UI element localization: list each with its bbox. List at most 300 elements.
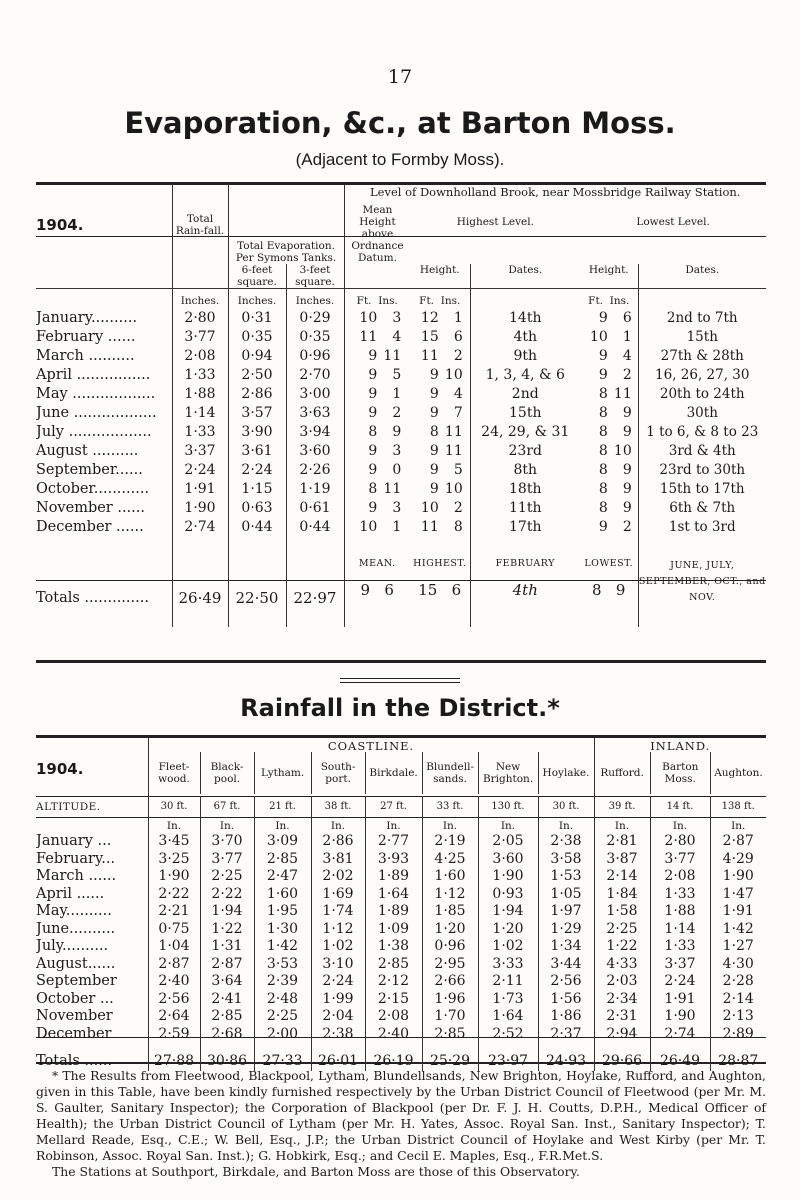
low-in: 2 — [622, 366, 632, 383]
table-row — [36, 938, 766, 956]
mean-ft: 10 — [359, 518, 378, 535]
col-header-high-height: Height. — [419, 264, 460, 276]
evap-6ft-value: 2·50 — [228, 366, 286, 385]
month-label: September...... — [36, 461, 143, 478]
footnote-paragraph: * The Results from Fleetwood, Blackpool, Lytham, Blundellsands, New Brighton, Hoylake, Rufford, and Aughton, given in this Table, have been kindly furnished respectively by the Urban District Council of Fleetwood (per Mr. M. S. Gaulter, Sanitary Inspector); the Corporation of Blackpool (per Dr. F. J. H. Coutts, D.P.H., Medical Officer of Health); the Urban District Council of Lytham (per Mr. H. Yates, Assoc. Royal San. Inst., Sanitary Inspector); T. Mellard Reade, Esq., C.E.; W. Bell, Esq., J.P.; the Urban District Council of Hoylake and West Kirby (per Mr. T. Robinson, Assoc. Royal San. Inst.); G. Hobkirk, Esq.; and Cecil E. Maples, Esq., F.R.Met.S. — [36, 1068, 766, 1163]
rain-value: 1·33 — [650, 886, 710, 904]
col-header-highest: Highest Level. — [456, 216, 534, 228]
low-date: 16, 26, 27, 30 — [638, 366, 766, 385]
station-header: Hoylake. — [538, 752, 594, 794]
month-label: February ...... — [36, 328, 136, 345]
high-in: 5 — [453, 461, 463, 478]
rain-value: 2·05 — [478, 833, 538, 851]
station-header: Rufford. — [600, 767, 644, 779]
rain-value: 2·15 — [365, 991, 422, 1009]
table-row — [36, 480, 766, 499]
rain-value: 1·29 — [538, 921, 594, 939]
month-label: April ...... — [36, 885, 105, 902]
high-height-cell — [410, 518, 470, 537]
table-row — [36, 442, 766, 461]
table-row — [36, 956, 766, 974]
rain-value: 2·81 — [594, 833, 650, 851]
low-height-cell — [580, 385, 638, 404]
rain-value: 2·86 — [311, 833, 365, 851]
rain-value: 3·45 — [148, 833, 200, 851]
month-label: March .......... — [36, 347, 135, 364]
low-date: 20th to 24th — [638, 385, 766, 404]
mean-in: 3 — [392, 309, 402, 326]
low-date: 15th — [638, 328, 766, 347]
rain-value: 1·02 — [311, 938, 365, 956]
low-in: 1 — [622, 328, 632, 345]
rain-value: 2·40 — [148, 973, 200, 991]
rain-value: 2·25 — [254, 1008, 311, 1026]
low-height-cell — [580, 442, 638, 461]
unit-label: Ins. — [378, 295, 398, 307]
rainfall-value: 1·90 — [172, 499, 228, 518]
month-label: May.......... — [36, 903, 112, 919]
mean-height-cell — [344, 328, 410, 347]
low-ft: 9 — [598, 309, 608, 326]
rain-value: 2·31 — [594, 1008, 650, 1026]
rain-value: 2·39 — [254, 973, 311, 991]
col-header-3ft: 3-feet square. — [286, 264, 344, 289]
rain-value: 2·21 — [148, 903, 200, 921]
mean-ft: 9 — [368, 499, 378, 516]
high-in: 11 — [444, 442, 463, 459]
rain-value: 3·77 — [650, 851, 710, 869]
rain-value: 1·94 — [478, 903, 538, 921]
totals-mean-in: 6 — [384, 580, 394, 599]
high-date: 14th — [470, 309, 580, 328]
rain-value: 1·97 — [538, 903, 594, 921]
low-date: 3rd & 4th — [638, 442, 766, 461]
low-ft: 9 — [598, 518, 608, 535]
table-row — [36, 851, 766, 869]
low-ft: 8 — [598, 404, 608, 421]
rain-value: 1·90 — [710, 868, 766, 886]
rain-value: 2·66 — [422, 973, 478, 991]
rain-total-value: 25·29 — [422, 1049, 478, 1071]
high-ft: 9 — [429, 366, 439, 383]
low-ft: 8 — [598, 442, 608, 459]
totals-label: Totals .............. — [36, 590, 149, 606]
low-date: 23rd to 30th — [638, 461, 766, 480]
low-height-cell — [580, 499, 638, 518]
high-in: 10 — [444, 366, 463, 383]
rain-value: 2·22 — [148, 886, 200, 904]
rain-value: 2·85 — [422, 1026, 478, 1044]
altitude-value: 138 ft. — [710, 796, 766, 817]
evap-3ft-value: 2·26 — [286, 461, 344, 480]
totals-low-in: 9 — [615, 580, 626, 599]
rain-value: 1·42 — [254, 938, 311, 956]
rain-value: 0·96 — [422, 938, 478, 956]
rainfall-table — [36, 738, 766, 1071]
rain-value: 1·42 — [710, 921, 766, 939]
evap-3ft-value: 0·96 — [286, 347, 344, 366]
high-date: 23rd — [470, 442, 580, 461]
rain-value: 3·81 — [311, 851, 365, 869]
low-ft: 8 — [598, 480, 608, 497]
rain-value: 2·00 — [254, 1026, 311, 1044]
high-date: 17th — [470, 518, 580, 537]
rain-value: 0·93 — [478, 886, 538, 904]
highest-caption: HIGHEST. — [413, 557, 467, 569]
station-header: Lytham. — [254, 752, 311, 794]
high-ft: 10 — [420, 499, 439, 516]
mean-ft: 10 — [359, 309, 378, 326]
rain-value: 3·33 — [478, 956, 538, 974]
rain-value: 1·27 — [710, 938, 766, 956]
rain-value: 1·20 — [478, 921, 538, 939]
month-label: November — [36, 1008, 113, 1024]
rain-value: 2·38 — [311, 1026, 365, 1044]
low-height-cell — [580, 423, 638, 442]
inland-group — [594, 738, 766, 796]
rain-value: 2·56 — [148, 991, 200, 1009]
low-height-cell — [580, 480, 638, 499]
rain-value: 2·87 — [710, 833, 766, 851]
rain-value: 2·02 — [311, 868, 365, 886]
mean-ft: 9 — [368, 442, 378, 459]
month-label: December ...... — [36, 518, 144, 535]
low-in: 2 — [622, 518, 632, 535]
rain-value: 1·73 — [478, 991, 538, 1009]
month-label: February... — [36, 850, 116, 867]
high-date: 11th — [470, 499, 580, 518]
rain-value: 2·48 — [254, 991, 311, 1009]
rain-value: 1·94 — [200, 903, 254, 921]
rain-value: 1·91 — [710, 903, 766, 921]
high-date: 1, 3, 4, & 6 — [470, 366, 580, 385]
rain-value: 1·34 — [538, 938, 594, 956]
altitude-value: 130 ft. — [478, 796, 538, 817]
rain-value: 2·85 — [254, 851, 311, 869]
altitude-value: 30 ft. — [538, 796, 594, 817]
mean-ft: 8 — [368, 480, 378, 497]
high-height-cell — [410, 366, 470, 385]
rain-totals-label: Totals ...... — [36, 1053, 113, 1069]
unit-label: In. — [594, 817, 650, 833]
rain-total-value: 23·97 — [478, 1049, 538, 1071]
rain-value: 1·31 — [200, 938, 254, 956]
mean-in: 3 — [392, 499, 402, 516]
rain-value: 2·37 — [538, 1026, 594, 1044]
col-header-lowest: Lowest Level. — [636, 216, 710, 228]
rain-value: 1·60 — [422, 868, 478, 886]
rain-value: 1·47 — [710, 886, 766, 904]
rain-value: 3·60 — [478, 851, 538, 869]
rain-value: 1·56 — [538, 991, 594, 1009]
rain-year-cell — [36, 738, 148, 796]
page-number: 17 — [387, 66, 413, 88]
rain-value: 2·41 — [200, 991, 254, 1009]
low-ft: 9 — [598, 347, 608, 364]
col-header-high-dates: Dates. — [470, 264, 580, 289]
decorative-divider — [340, 678, 460, 679]
rain-value: 0·75 — [148, 921, 200, 939]
evap-3ft-value: 2·70 — [286, 366, 344, 385]
month-label: January ... — [36, 833, 112, 849]
low-in: 6 — [622, 309, 632, 326]
mean-ft: 9 — [368, 385, 378, 402]
mean-ft: 9 — [368, 461, 378, 478]
low-in: 4 — [622, 347, 632, 364]
high-ft: 12 — [420, 309, 439, 326]
high-in: 10 — [444, 480, 463, 497]
low-ft: 10 — [589, 328, 608, 345]
rain-value: 2·56 — [538, 973, 594, 991]
high-height-cell — [410, 404, 470, 423]
altitude-value: 21 ft. — [254, 796, 311, 817]
mean-in: 3 — [392, 442, 402, 459]
mean-ft: 9 — [368, 404, 378, 421]
evap-6ft-value: 2·86 — [228, 385, 286, 404]
high-height-cell — [410, 347, 470, 366]
mean-in: 5 — [392, 366, 402, 383]
table-row — [36, 385, 766, 404]
evap-3ft-value: 0·61 — [286, 499, 344, 518]
high-ft: 9 — [429, 404, 439, 421]
rain-value: 2·85 — [200, 1008, 254, 1026]
evap-3ft-value: 0·44 — [286, 518, 344, 537]
evap-6ft-value: 0·94 — [228, 347, 286, 366]
rain-value: 4·30 — [710, 956, 766, 974]
rain-value: 2·38 — [538, 833, 594, 851]
rain-value: 1·91 — [650, 991, 710, 1009]
mean-ft: 9 — [368, 366, 378, 383]
rain-value: 1·90 — [478, 868, 538, 886]
col-header-mean: Mean Height above Ordnance Datum. — [351, 204, 404, 264]
evap-6ft-value: 2·24 — [228, 461, 286, 480]
low-in: 9 — [622, 404, 632, 421]
rain-total-value: 26·49 — [650, 1049, 710, 1071]
evap-3ft-value: 3·63 — [286, 404, 344, 423]
rain-value: 3·53 — [254, 956, 311, 974]
rainfall-value: 3·77 — [172, 328, 228, 347]
high-ft: 9 — [429, 442, 439, 459]
month-label: July .................. — [36, 423, 152, 440]
totals-rain: 26·49 — [172, 549, 228, 627]
section-title: Rainfall in the District.* — [240, 694, 560, 722]
rain-value: 2·08 — [365, 1008, 422, 1026]
unit-label: In. — [650, 817, 710, 833]
high-date: 9th — [470, 347, 580, 366]
rainfall-value: 3·37 — [172, 442, 228, 461]
rain-value: 1·89 — [365, 868, 422, 886]
unit-label: In. — [422, 817, 478, 833]
low-ft: 8 — [598, 385, 608, 402]
evap-6ft-value: 1·15 — [228, 480, 286, 499]
rain-value: 3·87 — [594, 851, 650, 869]
station-header: Birkdale. — [365, 752, 422, 794]
mean-height-cell — [344, 309, 410, 328]
table-row — [36, 518, 766, 537]
rain-value: 4·29 — [710, 851, 766, 869]
unit-label: Ft. — [356, 295, 372, 307]
unit-label: In. — [538, 817, 594, 833]
rain-value: 1·74 — [311, 903, 365, 921]
mean-height-cell — [344, 461, 410, 480]
low-date: 1st to 3rd — [638, 518, 766, 537]
totals-evap-6ft: 22·50 — [228, 549, 286, 627]
rain-value: 2·80 — [650, 833, 710, 851]
low-in: 9 — [622, 461, 632, 478]
level-header: Level of Downholland Brook, near Mossbridge Railway Station. — [370, 185, 741, 199]
month-label: July.......... — [36, 938, 109, 954]
low-in: 9 — [622, 480, 632, 497]
rain-value: 2·64 — [148, 1008, 200, 1026]
rain-value: 2·59 — [148, 1026, 200, 1044]
unit-label: Ins. — [609, 295, 630, 307]
table-row — [36, 461, 766, 480]
rain-value: 2·89 — [710, 1026, 766, 1044]
table-row — [36, 423, 766, 442]
rain-value: 4·33 — [594, 956, 650, 974]
evap-3ft-value: 0·35 — [286, 328, 344, 347]
table-row — [36, 868, 766, 886]
rain-value: 3·44 — [538, 956, 594, 974]
col-header-low-dates: Dates. — [638, 264, 766, 289]
mean-in: 11 — [383, 480, 402, 497]
rain-value: 3·70 — [200, 833, 254, 851]
rain-value: 2·12 — [365, 973, 422, 991]
rainfall-value: 1·33 — [172, 366, 228, 385]
low-height-cell — [580, 347, 638, 366]
rain-value: 2·85 — [365, 956, 422, 974]
lowest-date-caption: JUNE, JULY, SEPTEMBER, OCT., and NOV. — [638, 549, 766, 627]
rain-total-value: 26·01 — [311, 1049, 365, 1071]
rain-value: 1·99 — [311, 991, 365, 1009]
rain-total-value: 27·88 — [148, 1049, 200, 1071]
rainfall-value: 2·08 — [172, 347, 228, 366]
mean-height-cell — [344, 442, 410, 461]
rain-total-value: 28·87 — [710, 1049, 766, 1071]
table-row — [36, 921, 766, 939]
mean-ft: 9 — [368, 347, 378, 364]
totals-high-date: 4th — [512, 580, 538, 599]
col-header-6ft: 6-feet square. — [228, 264, 286, 289]
evap-3ft-value: 1·19 — [286, 480, 344, 499]
rainfall-value: 2·24 — [172, 461, 228, 480]
rain-value: 1·86 — [538, 1008, 594, 1026]
table-row — [36, 973, 766, 991]
unit-label: Inches. — [286, 289, 344, 309]
table-year: 1904. — [36, 215, 84, 234]
high-in: 6 — [453, 328, 463, 345]
station-header: South-port. — [311, 752, 365, 794]
rain-value: 1·64 — [478, 1008, 538, 1026]
high-in: 4 — [453, 385, 463, 402]
mean-height-cell — [344, 480, 410, 499]
coastline-header: COASTLINE. — [327, 739, 415, 753]
mean-height-cell — [344, 499, 410, 518]
rain-value: 1·90 — [148, 868, 200, 886]
month-label: November ...... — [36, 499, 145, 516]
rain-value: 2·28 — [710, 973, 766, 991]
mean-height-cell — [344, 366, 410, 385]
evap-bottom-rule — [36, 660, 766, 663]
rain-value: 3·77 — [200, 851, 254, 869]
rain-value: 1·14 — [650, 921, 710, 939]
high-in: 2 — [453, 499, 463, 516]
high-in: 2 — [453, 347, 463, 364]
rain-value: 2·94 — [594, 1026, 650, 1044]
high-date: 2nd — [470, 385, 580, 404]
col-header-evaporation: Total Evaporation. Per Symons Tanks. — [228, 185, 344, 264]
rainfall-value: 1·33 — [172, 423, 228, 442]
low-date: 15th to 17th — [638, 480, 766, 499]
rain-total-value: 30·86 — [200, 1049, 254, 1071]
unit-label: Inches. — [228, 289, 286, 309]
high-date: 8th — [470, 461, 580, 480]
col-header-low-height: Height. — [588, 264, 629, 276]
rain-total-value: 26·19 — [365, 1049, 422, 1071]
evap-3ft-value: 3·94 — [286, 423, 344, 442]
footnote — [36, 1068, 766, 1180]
mean-ft: 11 — [359, 328, 378, 345]
low-ft: 8 — [598, 499, 608, 516]
month-label: August .......... — [36, 442, 139, 459]
table-row — [36, 903, 766, 921]
highest-date-caption: FEBRUARY — [495, 557, 555, 569]
mean-in: 1 — [392, 518, 402, 535]
high-ft: 11 — [420, 347, 439, 364]
mean-height-cell — [344, 347, 410, 366]
evap-3ft-value: 3·00 — [286, 385, 344, 404]
altitude-value: 67 ft. — [200, 796, 254, 817]
month-label: September — [36, 973, 117, 989]
rain-value: 1·88 — [650, 903, 710, 921]
low-date: 27th & 28th — [638, 347, 766, 366]
rain-value: 2·14 — [594, 868, 650, 886]
rain-value: 1·05 — [538, 886, 594, 904]
month-label: December — [36, 1025, 112, 1042]
mean-in: 2 — [392, 404, 402, 421]
low-height-cell — [580, 328, 638, 347]
low-height-cell — [580, 518, 638, 537]
rain-value: 2·24 — [311, 973, 365, 991]
page-title: Evaporation, &c., at Barton Moss. — [124, 106, 676, 140]
rain-value: 2·25 — [200, 868, 254, 886]
rain-value: 1·64 — [365, 886, 422, 904]
rain-value: 2·13 — [710, 1008, 766, 1026]
evap-6ft-value: 0·44 — [228, 518, 286, 537]
unit-label: Ft. — [419, 295, 434, 307]
mean-in: 0 — [392, 461, 402, 478]
rain-value: 1·70 — [422, 1008, 478, 1026]
high-ft: 15 — [420, 328, 439, 345]
mean-in: 11 — [383, 347, 402, 364]
low-ft: 8 — [598, 423, 608, 440]
high-height-cell — [410, 309, 470, 328]
rain-value: 3·37 — [650, 956, 710, 974]
low-height-cell — [580, 404, 638, 423]
rain-value: 1·96 — [422, 991, 478, 1009]
low-height-cell — [580, 309, 638, 328]
coastline-group — [148, 738, 594, 796]
high-height-cell — [410, 480, 470, 499]
rain-value: 3·58 — [538, 851, 594, 869]
rain-total-value: 29·66 — [594, 1049, 650, 1071]
low-ft: 9 — [598, 366, 608, 383]
rain-value: 1·38 — [365, 938, 422, 956]
low-date: 2nd to 7th — [638, 309, 766, 328]
rain-value: 2·22 — [200, 886, 254, 904]
low-in: 10 — [613, 442, 632, 459]
high-ft: 8 — [429, 423, 439, 440]
